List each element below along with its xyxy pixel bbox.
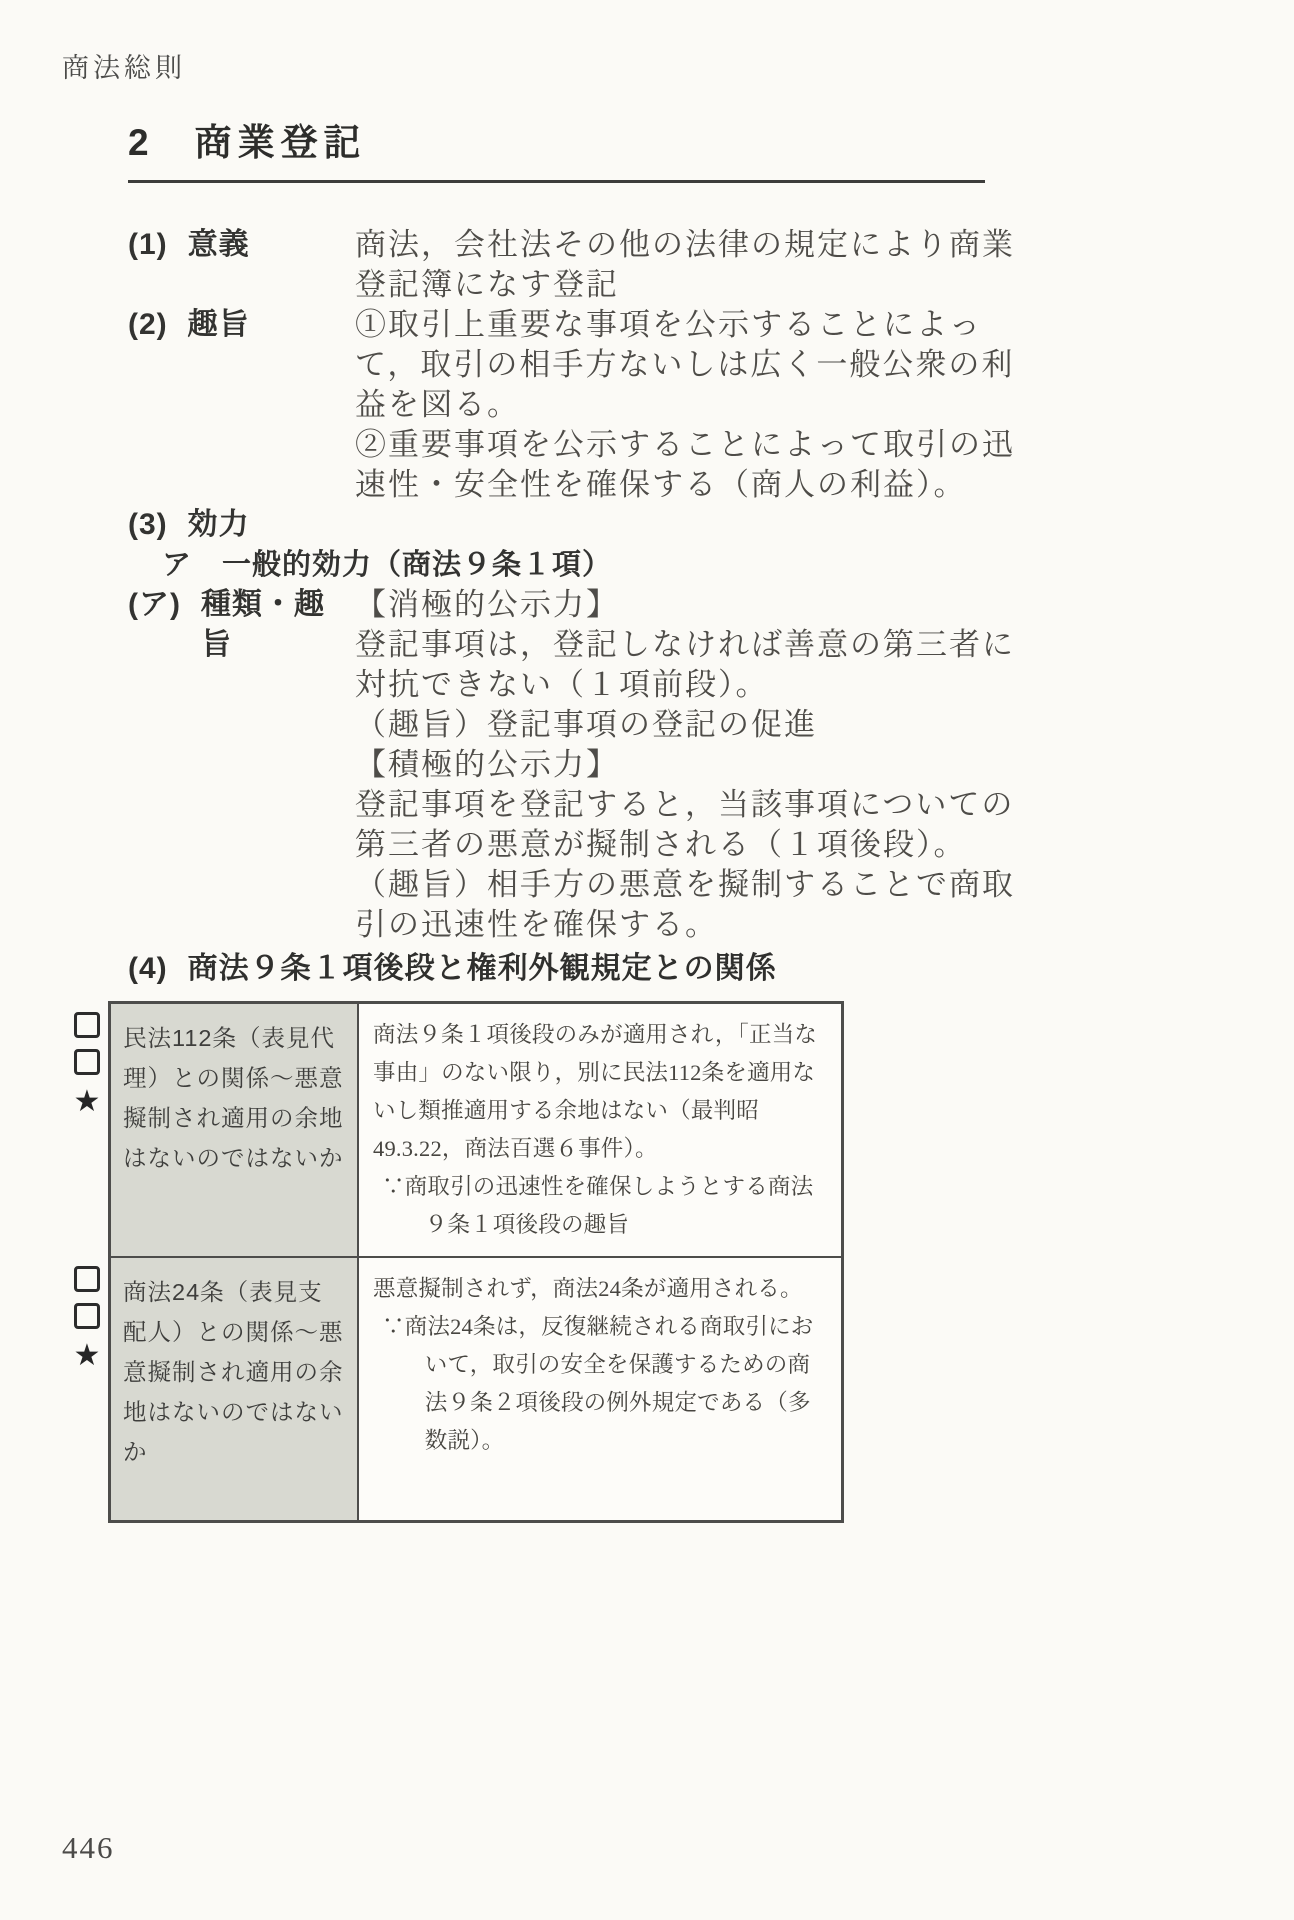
qa-table-row <box>73 1004 841 1256</box>
negative-publicity-body: 登記事項は，登記しなければ善意の第三者に対抗できない（１項前段）。 <box>355 627 1015 702</box>
def-row-type-purpose <box>128 585 1040 945</box>
item-term: 効力 <box>187 508 250 541</box>
star-icon: ★ <box>73 1084 101 1119</box>
heading-gaikan-relation <box>128 947 1040 991</box>
page-number: 446 <box>62 1830 115 1865</box>
def-label <box>128 305 355 505</box>
row-markers <box>71 1012 103 1117</box>
item-number: (ア) <box>128 588 181 621</box>
row-markers <box>71 1266 103 1371</box>
def-label <box>128 585 355 945</box>
section-number: 2 <box>128 122 149 163</box>
question-cell: 民法112条（表見代理）との関係～悪意擬制され適用の余地はないのではないか <box>111 1004 359 1256</box>
heading-text: 商法９条１項後段と権利外観規定との関係 <box>187 952 777 985</box>
item-term: 意義 <box>187 228 250 261</box>
def-body <box>355 585 1040 945</box>
item-term: 趣旨 <box>187 308 250 341</box>
running-header: 商法総則 <box>62 53 186 83</box>
def-row-meaning <box>128 225 1040 305</box>
answer-cell <box>359 1004 841 1256</box>
heading-effect <box>128 505 1040 545</box>
def-row-purpose <box>128 305 1040 505</box>
def-label <box>128 225 355 305</box>
answer-text: 商法９条１項後段のみが適用され，「正当な事由」のない限り，別に民法112条を適用ないし類推適用する余地はない（最判昭49.3.22，商法百選６事件）。 <box>373 1022 818 1161</box>
negative-publicity-header: 【消極的公示力】 <box>355 587 619 622</box>
answer-reason: ∵商取引の迅速性を確保しようとする商法９条１項後段の趣旨 <box>382 1174 814 1237</box>
answer-text: 悪意擬制されず，商法24条が適用される。 <box>373 1276 803 1301</box>
item-term: 種類・趣旨 <box>200 588 325 661</box>
subheading-text: 一般的効力（商法９条１項） <box>222 549 613 581</box>
checkbox-icon <box>74 1012 100 1038</box>
qa-table-row <box>73 1256 841 1520</box>
subheading-kana: ア <box>162 549 193 581</box>
main-content <box>73 112 1040 1523</box>
section-body <box>73 225 1040 1523</box>
answer-reason: ∵商法24条は，反復継続される商取引において，取引の安全を保護するための商法９条２項後段の例外規定である（多数説）。 <box>382 1314 814 1453</box>
checkbox-icon <box>74 1303 100 1329</box>
checkbox-icon <box>74 1266 100 1292</box>
checkbox-icon <box>74 1049 100 1075</box>
question-cell: 商法24条（表見支配人）との関係～悪意擬制され適用の余地はないのではないか <box>111 1258 359 1520</box>
positive-publicity-header: 【積極的公示力】 <box>355 747 619 782</box>
positive-publicity-body: 登記事項を登記すると，当該事項についての第三者の悪意が擬制される（１項後段）。 <box>355 787 1015 862</box>
comparison-table-wrap <box>73 1001 844 1523</box>
positive-publicity-purpose: （趣旨）相手方の悪意を擬制することで商取引の迅速性を確保する。 <box>355 867 1015 942</box>
section-title-text: 商業登記 <box>194 122 367 163</box>
item-number: (2) <box>128 308 168 341</box>
item-number: (4) <box>128 952 168 985</box>
item-number: (1) <box>128 228 168 261</box>
answer-cell <box>359 1258 841 1520</box>
purpose-point-2: ②重要事項を公示することによって取引の迅速性・安全性を確保する（商人の利益）。 <box>355 427 1015 502</box>
section-title <box>128 112 985 183</box>
item-number: (3) <box>128 508 168 541</box>
purpose-point-1: ①取引上重要な事項を公示することによって，取引の相手方ないしは広く一般公衆の利益を図る。 <box>355 307 1015 422</box>
meaning-text: 商法，会社法その他の法律の規定により商業登記簿になす登記 <box>355 227 1015 302</box>
def-body <box>355 225 1040 305</box>
subheading-general-effect <box>162 545 1040 585</box>
star-icon: ★ <box>73 1338 101 1373</box>
qa-table <box>73 1001 844 1523</box>
negative-publicity-purpose: （趣旨）登記事項の登記の促進 <box>355 707 817 742</box>
def-body <box>355 305 1040 505</box>
